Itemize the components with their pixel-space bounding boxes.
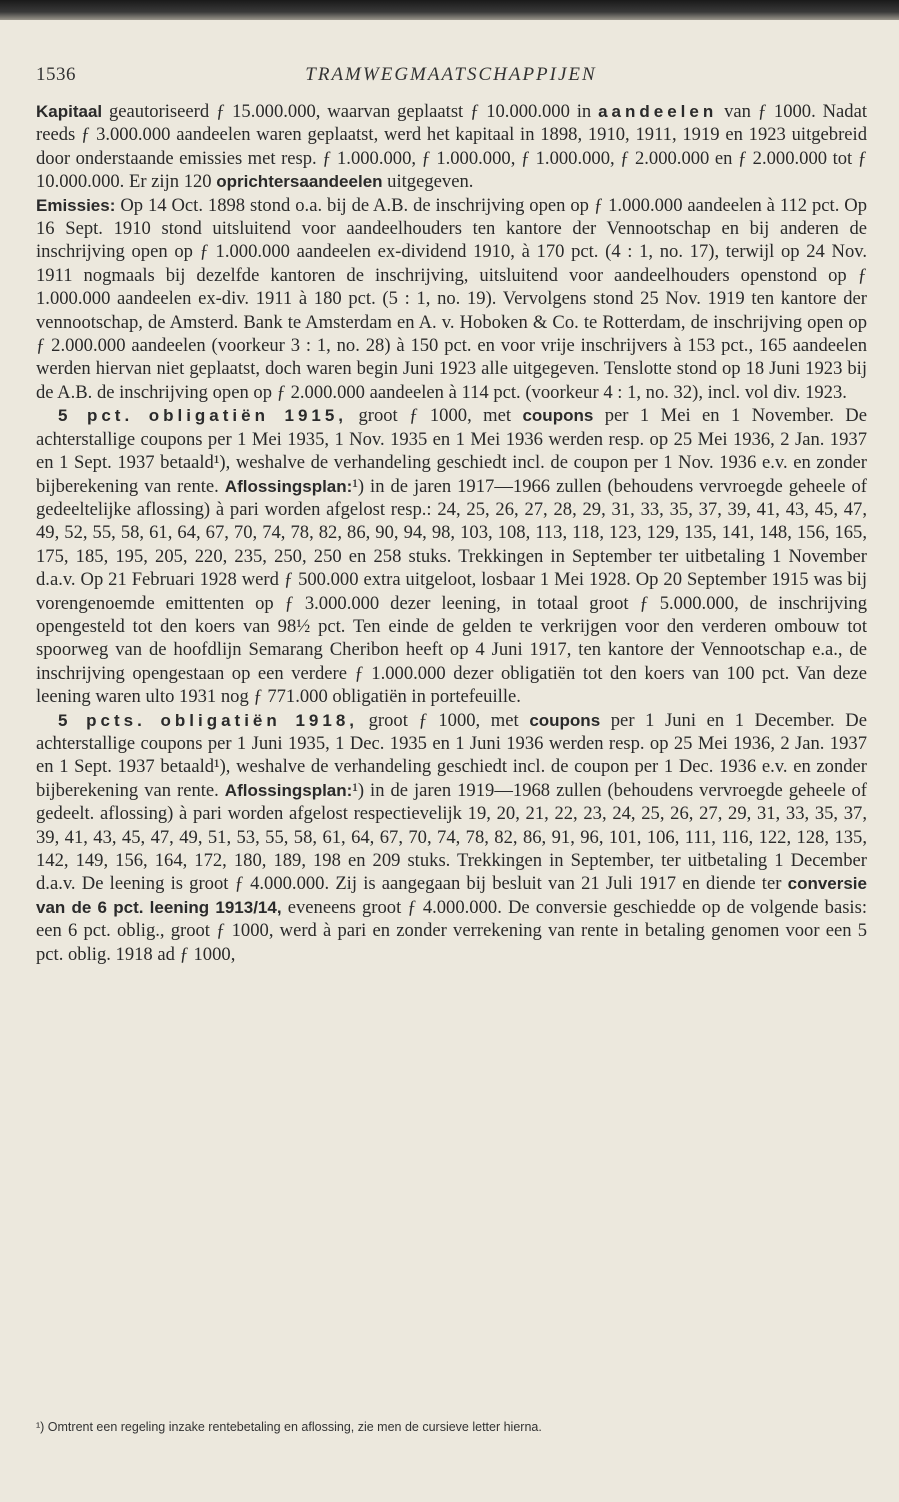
text-segment: ¹) in de jaren 1919—1968 zullen (behoudens vervroegde geheele of gedeelt. aflossing) à pari worden afgelost respectievelijk 19, 20, 21, 22, 23, 24, 25, 26, 27, 29, 31, 33, 35, 37, 39, 41, 43, 45, 47, 49, 51, 53, 55, 58, 61, 64, 67, 70, 74, 78, 82, 86, 91, 96, 101, 106, 111, 116, 122, 128, 135, 142, 149, 156, 164, 172, 180, 189, 198 en 209 stuks. Trekkingen in September, ter uitbetaling 1 December d.a.v. De leening is groot ƒ 4.000.000. Zij is aangegaan bij besluit van 21 Juli 1917 en diende ter: [36, 779, 867, 895]
bold-oprichtersaandeelen: oprichtersaandeelen: [216, 172, 383, 192]
text-segment: van ƒ 1000. Nadat reeds ƒ 3.000.000 aandeelen waren geplaatst, werd het kapitaal in 1898, 1910, 1911, 1919 en 1923 uitgebreid door onderstaande emissies met resp. ƒ 1.000.000, ƒ 1.000.000, ƒ 1.000.000, ƒ 2.000.000 en ƒ 2.000.000 tot ƒ 10.000.000. Er zijn 120: [36, 101, 867, 193]
paragraph-emissies: [36, 194, 867, 405]
scan-top-edge: [0, 0, 899, 20]
paragraph-kapitaal: [36, 100, 867, 194]
body-text: [36, 100, 867, 966]
bold-coupons: coupons: [529, 710, 601, 730]
text-segment: eveneens groot ƒ 4.000.000. De conversie geschiedde op de volgende basis: een 6 pct. oblig., groot ƒ 1000, werd à pari en zonder verrekening van rente in betaling genomen voor een 5 pct. oblig. 1918 ad ƒ 1000,: [36, 896, 867, 965]
bold-aflossingsplan: Aflossingsplan:: [224, 780, 353, 800]
spaced-aandeelen: aandeelen: [598, 102, 718, 121]
text-segment: groot ƒ 1000, met: [347, 405, 523, 427]
paragraph-obligaties-1918: [36, 709, 867, 966]
text-segment: uitgegeven.: [382, 171, 474, 193]
text-segment: groot ƒ 1000, met: [358, 709, 530, 731]
heading-obligaties-1918: 5 pcts. obligatiën 1918,: [58, 710, 358, 730]
lead-emissies: Emissies:: [36, 195, 116, 215]
running-title: TRAMWEGMAATSCHAPPIJEN: [305, 64, 597, 85]
text-segment: per 1 Mei en 1 November. De achterstallige coupons per 1 Mei 1935, 1 Nov. 1935 en 1 Mei 1936 werden resp. op 25 Mei 1936, 2 Jan. 1937 en 1 Sept. 1937 betaald¹), weshalve de verhandeling geschiedt incl. de coupon per 1 Nov. 1936 e.v. en zonder bijberekening van rente.: [36, 405, 867, 497]
text-segment: Op 14 Oct. 1898 stond o.a. bij de A.B. de inschrijving open op ƒ 1.000.000 aandeelen à 112 pct. Op 16 Sept. 1910 stond uitsluitend voor aandeelhouders ten kantore der Vennootschap en bij anderen de inschrijving open op ƒ 1.000.000 aandeelen ex-dividend 1910, à 170 pct. (4 : 1, no. 17), terwijl op 24 Nov. 1911 nogmaals bij dezelfde kantoren de inschrijving, uitsluitend voor aandeelhouders openstond op ƒ 1.000.000 aandeelen ex-div. 1911 à 180 pct. (5 : 1, no. 19). Vervolgens stond 25 Nov. 1919 ten kantore der vennootschap, de Amsterd. Bank te Amsterdam en A. v. Hoboken & Co. te Rotterdam, de inschrijving open op ƒ 2.000.000 aandeelen (voorkeur 3 : 1, no. 28) à 150 pct. en voor vrije inschrijvers à 153 pct., 165 aandeelen werden hiervan niet geplaatst, doch waren begin Juni 1923 alle uitgegeven. Tenslotte stond op 18 Juni 1923 bij de A.B. de inschrijving open op ƒ 2.000.000 aandeelen à 114 pct. (voorkeur 4 : 1, no. 32), incl. vol div. 1923.: [36, 194, 867, 403]
text-segment: geautoriseerd ƒ 15.000.000, waarvan geplaatst ƒ 10.000.000 in: [102, 101, 599, 122]
page-number: 1536: [36, 64, 76, 85]
heading-obligaties-1915: 5 pct. obligatiën 1915,: [58, 406, 348, 426]
lead-kapitaal: Kapitaal: [36, 102, 103, 121]
footnote: ¹) Omtrent een regeling inzake rentebetaling en aflossing, zie men de cursieve letter hierna.: [36, 1420, 542, 1434]
bold-conversie: conversie van de 6 pct. leening 1913/14,: [36, 874, 867, 917]
page-header: [36, 64, 866, 88]
text-segment: ¹) in de jaren 1917—1966 zullen (behoudens vervroegde geheele of gedeeltelijke aflossing) à pari worden afgelost resp.: 24, 25, 26, 27, 28, 29, 31, 33, 35, 37, 39, 41, 43, 45, 47, 49, 52, 55, 58, 61, 64, 67, 70, 74, 78, 82, 86, 90, 94, 98, 103, 108, 113, 118, 123, 129, 135, 141, 148, 156, 165, 175, 185, 195, 205, 220, 235, 250, 250 en 258 stuks. Trekkingen in September ter uitbetaling 1 November d.a.v. Op 21 Februari 1928 werd ƒ 500.000 extra uitgeloot, losbaar 1 Mei 1928. Op 20 September 1915 was bij vorengenoemde emittenten op ƒ 3.000.000 dezer leening, in totaal groot ƒ 5.000.000, de inschrijving opengesteld tot den koers van 98½ pct. Ten einde de gelden te verkrijgen voor den verderen ombouw tot spoorweg van de hoofdlijn Semarang Cheribon heeft op 4 Juni 1917, ten kantore der Vennootschap e.a., de inschrijving opengestaan op een verdere ƒ 1.000.000 dezer obligatiën tot den koers van 100 pct. Van deze leening waren ulto 1931 nog ƒ 771.000 obligatiën in portefeuille.: [36, 475, 867, 708]
bold-coupons: coupons: [522, 406, 594, 426]
paragraph-obligaties-1915: [36, 404, 867, 708]
bold-aflossingsplan: Aflossingsplan:: [224, 476, 353, 496]
text-segment: per 1 Juni en 1 December. De achterstallige coupons per 1 Juni 1935, 1 Dec. 1935 en 1 Juni 1936 werden resp. op 25 Mei 1936, 2 Jan. 1937 en 1 Sept. 1937 betaald¹), weshalve de verhandeling geschiedt incl. de coupon per 1 Dec. 1936 e.v. en zonder bijberekening van rente.: [36, 709, 867, 801]
